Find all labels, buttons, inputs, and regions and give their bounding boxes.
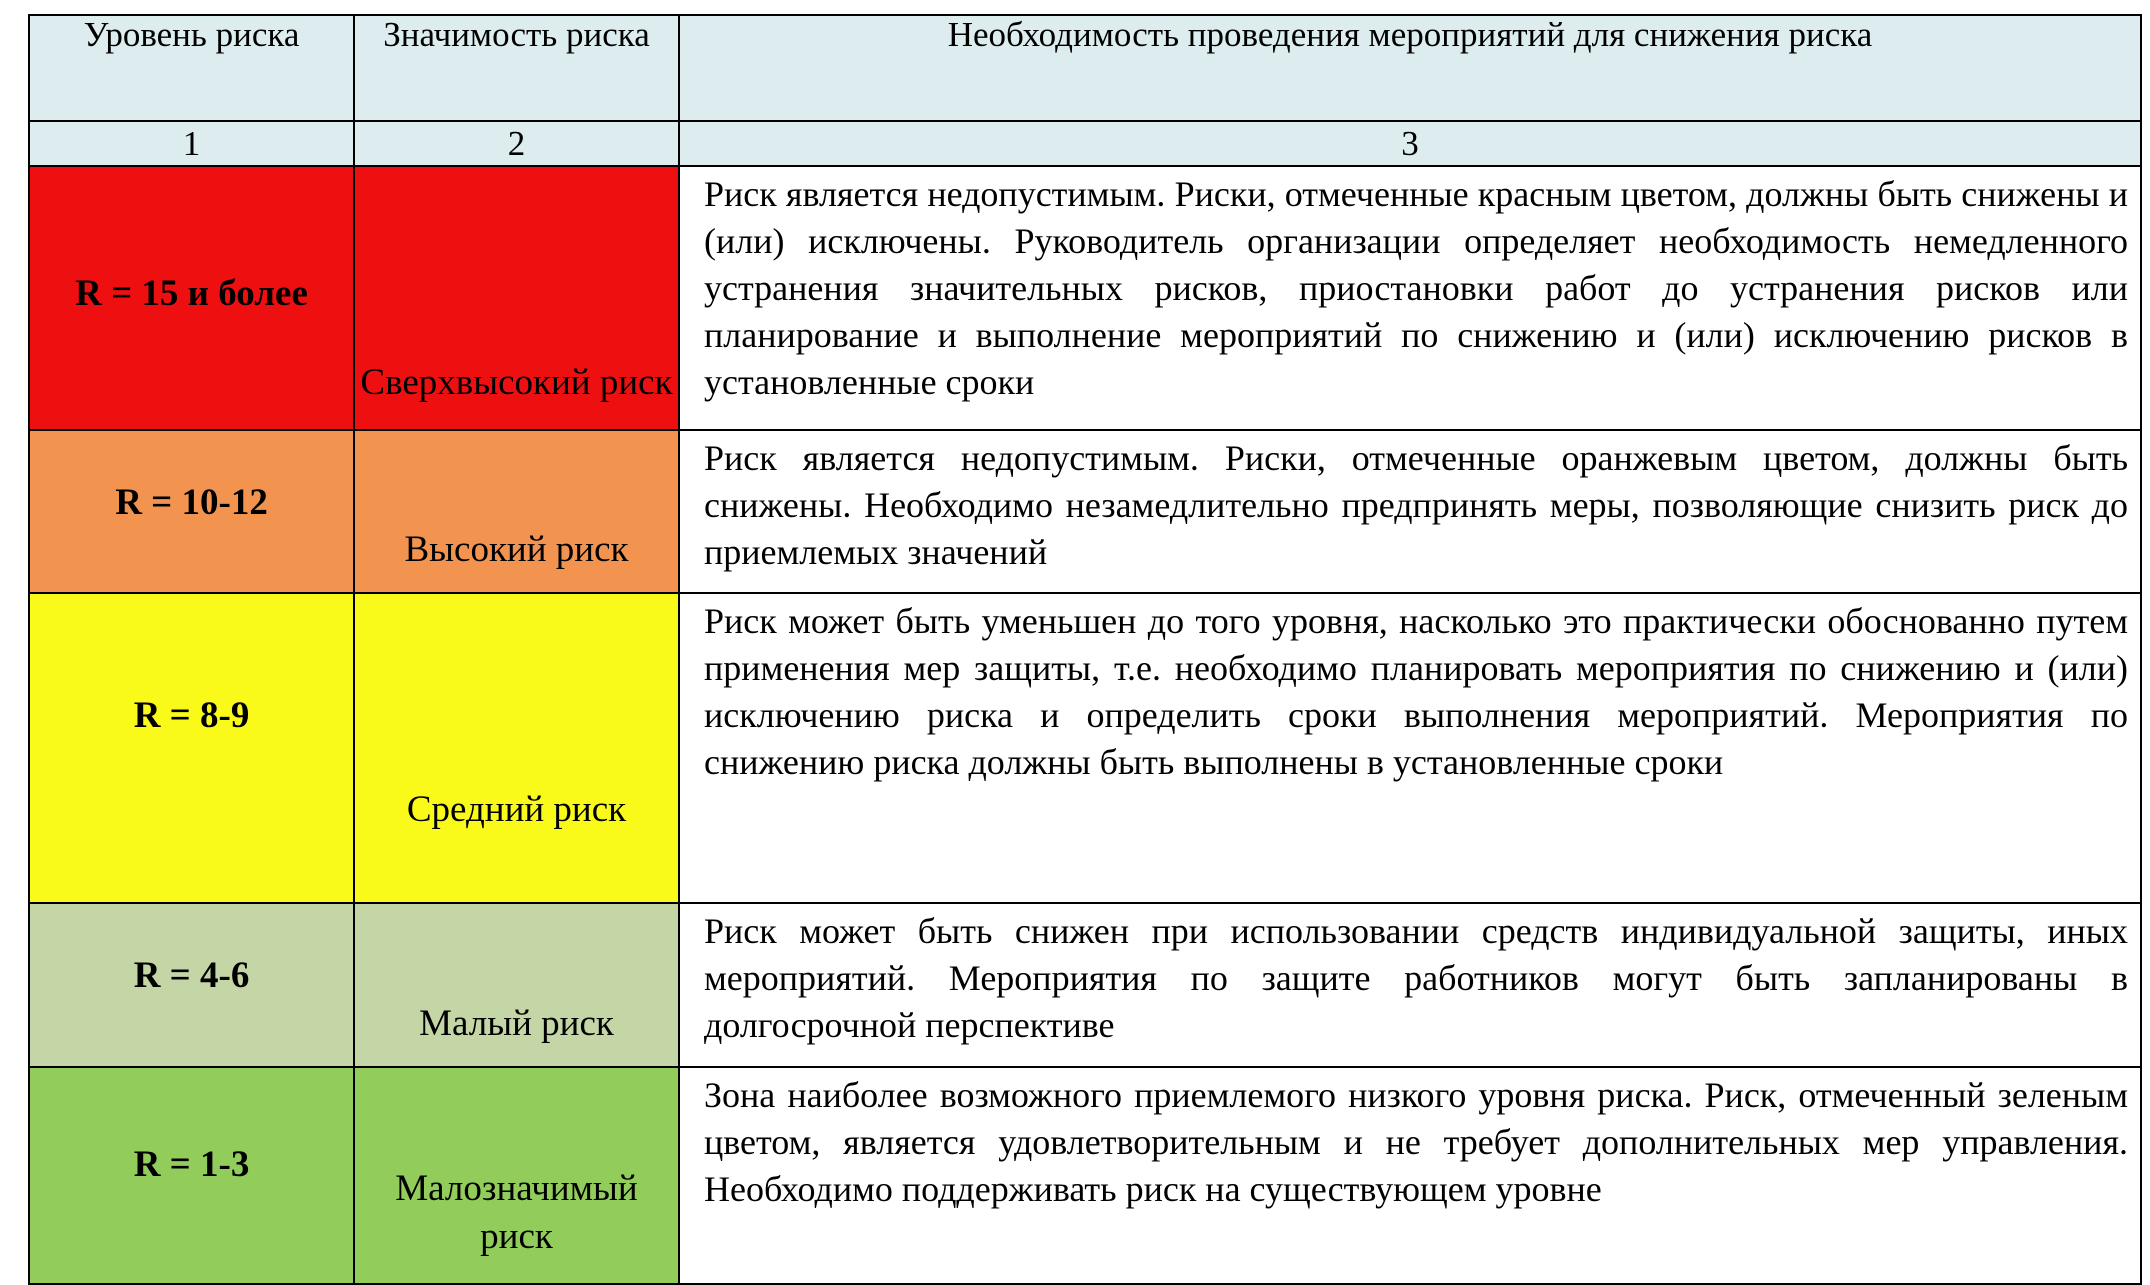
risk-level-table xyxy=(28,14,2142,1285)
risk-level-cell xyxy=(29,593,354,903)
table-row xyxy=(29,1067,2141,1284)
risk-level-cell xyxy=(29,430,354,593)
risk-significance-cell: Средний риск xyxy=(354,593,679,903)
table-row xyxy=(29,903,2141,1067)
risk-description-cell: Риск может быть уменьшен до того уровня, насколько это практически обоснованно путем применения мер защиты, т.е. необходимо планировать мероприятия по снижению и (или) исключению риска и определить сроки выполнения мероприятий. Мероприятия по снижению риска должны быть выполнены в установленные сроки xyxy=(679,593,2141,903)
column-number-row xyxy=(29,121,2141,166)
risk-level-value: R = 15 и более xyxy=(75,273,308,314)
column-number: 3 xyxy=(679,121,2141,166)
table-row xyxy=(29,430,2141,593)
risk-level-value: R = 1-3 xyxy=(133,1144,250,1185)
risk-description-cell: Риск может быть снижен при использовании средств индивидуальной защиты, иных мероприятий. Мероприятия по защите работников могут быть запланированы в долгосрочной перспективе xyxy=(679,903,2141,1067)
header-measures-needed: Необходимость проведения мероприятий для снижения риска xyxy=(679,15,2141,121)
header-risk-significance: Значимость риска xyxy=(354,15,679,121)
risk-description-cell: Риск является недопустимым. Риски, отмеченные оранжевым цветом, должны быть снижены. Необходимо незамедлительно предпринять меры, позволяющие снизить риск до приемлемых значений xyxy=(679,430,2141,593)
risk-level-value: R = 8-9 xyxy=(133,695,250,736)
risk-level-value: R = 10-12 xyxy=(115,482,268,523)
risk-significance-cell: Высокий риск xyxy=(354,430,679,593)
column-number: 1 xyxy=(29,121,354,166)
risk-level-cell xyxy=(29,903,354,1067)
table-row xyxy=(29,166,2141,430)
risk-significance-cell: Малозначимый риск xyxy=(354,1067,679,1284)
risk-level-cell xyxy=(29,166,354,430)
risk-description-cell: Риск является недопустимым. Риски, отмеченные красным цветом, должны быть снижены и (или) исключены. Руководитель организации определяет необходимость немедленного устранения значительных рисков, приостановки работ до устранения рисков или планирование и выполнение мероприятий по снижению и (или) исключению рисков в установленные сроки xyxy=(679,166,2141,430)
risk-significance-cell: Сверхвысокий риск xyxy=(354,166,679,430)
header-risk-level: Уровень риска xyxy=(29,15,354,121)
table-row xyxy=(29,593,2141,903)
risk-level-value: R = 4-6 xyxy=(133,955,250,996)
risk-description-cell: Зона наиболее возможного приемлемого низкого уровня риска. Риск, отмеченный зеленым цветом, является удовлетворительным и не требует дополнительных мер управления. Необходимо поддерживать риск на существующем уровне xyxy=(679,1067,2141,1284)
risk-level-cell xyxy=(29,1067,354,1284)
risk-significance-cell: Малый риск xyxy=(354,903,679,1067)
column-number: 2 xyxy=(354,121,679,166)
table-header-row xyxy=(29,15,2141,121)
